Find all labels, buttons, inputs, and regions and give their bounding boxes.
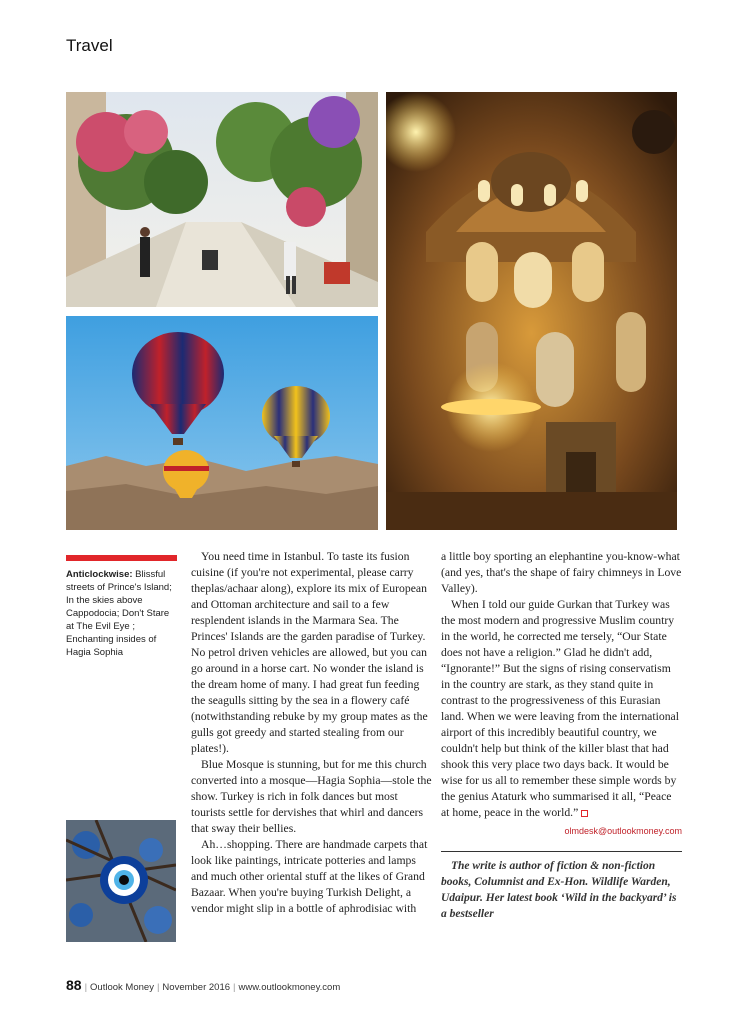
article-paragraph: You need time in Istanbul. To taste its fusion cuisine (if you're not experimental, please carry theplas/achaar along), explore its mix of European and Ottoman architecture and sail to a few resplendent islands in the Marmara Sea. The Princes' Islands are the garden paradise of Turkey. No petrol driven vehicles are allowed, but you can go around in a horse cart. No wonder the island is the dream home of many. I had great fun feeding the seagulls sitting by the sea in a flowery café (notwithstanding rebuke by my group mates as the gulls got greedy and started stealing from our plates!).	[191, 550, 428, 755]
divider	[441, 851, 682, 852]
caption-accent-bar	[66, 555, 177, 561]
author-note: The write is author of fiction & non-fiction books, Columnist and Ex-Hon. Wildlife Warden, Udaipur. Her latest book ‘Wild in the backyard’ is a bestseller	[441, 860, 677, 920]
article-paragraph: a little boy sporting an elephantine you-know-what (and yes, that's the shape of fairy chimneys in Love Valley).	[441, 550, 682, 595]
issue-date: November 2016	[162, 982, 231, 993]
hagia-sophia-photo	[386, 92, 677, 530]
caption-text: Blissful streets of Prince's Island; In the skies above Cappodocia; Don't Stare at The Evil Eye ; Enchanting insides of Hagia Sophia	[66, 569, 172, 658]
caption-lead: Anticlockwise:	[66, 569, 133, 580]
footer-separator: |	[84, 982, 88, 993]
article-paragraph: Blue Mosque is stunning, but for me this church converted into a mosque—Hagia Sophia—stole the show. Turkey is rich in folk dances but most tourists settle for dervishes that whirl and dancers that sway their bellies.	[191, 758, 432, 835]
balloons-photo	[66, 316, 378, 530]
section-label: Travel	[66, 36, 113, 55]
footer-separator: |	[156, 982, 160, 993]
footer-separator: |	[233, 982, 236, 993]
publication-name: Outlook Money	[90, 982, 154, 993]
page-number: 88	[66, 977, 82, 993]
photo-caption	[66, 568, 178, 659]
article-final-text: When I told our guide Gurkan that Turkey was the most modern and progressive Muslim country in the world, he corrected me tersely, “Our State does not have a religion.” Glad he didn't add, “Ignorante!” But the signs of rising conservatism in the country are stark, as they stand quite in contrast to the progressiveness of this Eurasian land. When we were leaving from the international airport of this incredibly beautiful country, we couldn't help but think of the killer blast that had shook this very place two days back. It would be wise for us all to remember these simple words by the genius Ataturk who summarised it all, “Peace at home, peace in the world.”	[441, 598, 679, 819]
article-paragraph: Ah…shopping. There are handmade carpets that look like paintings, intricate potteries and lamps and much other oriental stuff at the likes of Grand Bazaar. When you're buying Turkish Delight, a vendor might slip in a bottle of aphrodisiac with	[191, 838, 428, 915]
end-mark-icon	[581, 810, 588, 817]
article-column-1	[191, 549, 432, 917]
page-footer	[66, 977, 340, 993]
contact-email[interactable]: olmdesk@outlookmoney.com	[564, 826, 682, 836]
website-link[interactable]: www.outlookmoney.com	[238, 982, 341, 993]
evil-eye-photo	[66, 820, 176, 942]
article-paragraph	[441, 597, 682, 821]
article-column-2	[441, 549, 682, 922]
streets-photo	[66, 92, 378, 307]
